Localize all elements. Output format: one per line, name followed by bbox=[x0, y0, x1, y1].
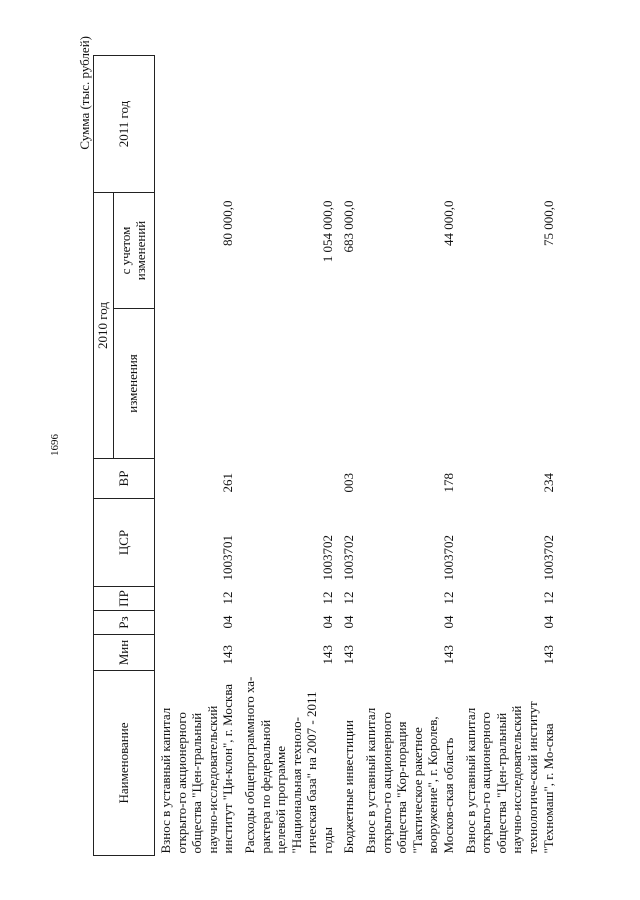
row-vr: 003 bbox=[341, 473, 357, 493]
row-rz: 04 bbox=[540, 615, 556, 629]
rotated-page-content bbox=[77, 36, 637, 856]
row-rz: 04 bbox=[341, 615, 357, 629]
row-2011 bbox=[154, 56, 238, 193]
table-row bbox=[460, 56, 560, 856]
table-row bbox=[154, 56, 238, 856]
row-min: 143 bbox=[341, 645, 357, 665]
row-2011 bbox=[460, 56, 560, 193]
row-name: Взнос в уставный капитал открыто-го акционерного общества "Кор-порация "Тактическое ракетное вооружение", г. Королев, Москов-ская область bbox=[363, 707, 457, 854]
row-with-changes: 80 000,0 bbox=[220, 200, 236, 246]
row-changes bbox=[154, 309, 238, 459]
row-min: 143 bbox=[220, 645, 236, 665]
row-min: 143 bbox=[441, 645, 457, 665]
row-rz: 04 bbox=[220, 615, 236, 629]
row-vr bbox=[239, 459, 339, 499]
row-changes bbox=[239, 309, 339, 459]
units-label: Сумма (тыс. рублей) bbox=[77, 36, 92, 150]
row-with-changes: 683 000,0 bbox=[341, 200, 357, 253]
row-vr: 178 bbox=[441, 473, 457, 493]
col-header-2010: 2010 год bbox=[94, 193, 114, 459]
row-pr: 12 bbox=[441, 591, 457, 605]
row-vr: 234 bbox=[540, 473, 556, 493]
row-2011 bbox=[239, 56, 339, 193]
row-rz: 04 bbox=[319, 615, 335, 629]
row-csr: 1003702 bbox=[319, 535, 335, 581]
col-header-pr: ПР bbox=[94, 587, 155, 611]
row-with-changes: 75 000,0 bbox=[540, 200, 556, 246]
header-row-top bbox=[94, 56, 114, 856]
row-pr: 12 bbox=[319, 591, 335, 605]
row-csr: 1003702 bbox=[540, 535, 556, 581]
budget-table bbox=[93, 55, 559, 856]
row-pr: 12 bbox=[540, 591, 556, 605]
col-header-changes: изменения bbox=[113, 309, 154, 459]
col-header-rz: Рз bbox=[94, 611, 155, 635]
row-min: 143 bbox=[319, 645, 335, 665]
row-name: Взнос в уставный капитал открыто-го акционерного общества "Цен-тральный научно-исследовательский технологиче-ский институт "Техномаш", г. Мо-сква bbox=[462, 701, 556, 854]
row-vr: 261 bbox=[220, 473, 236, 493]
row-2011 bbox=[338, 56, 360, 193]
page-number: 1696 bbox=[49, 434, 61, 456]
table-row bbox=[338, 56, 360, 856]
row-2011 bbox=[360, 56, 460, 193]
row-changes bbox=[360, 309, 460, 459]
col-header-min: Мин bbox=[94, 635, 155, 671]
row-csr: 1003702 bbox=[341, 535, 357, 581]
row-name: Бюджетные инвестиции bbox=[341, 720, 357, 854]
col-header-with-changes: с учетом изменений bbox=[113, 193, 154, 309]
row-csr: 1003701 bbox=[220, 535, 236, 581]
row-name: Взнос в уставный капитал открыто-го акционерного общества "Цен-тральный научно-исследовательский институт "Ци-клон", г. Москва bbox=[157, 683, 236, 854]
row-pr: 12 bbox=[220, 591, 236, 605]
row-with-changes: 1 054 000,0 bbox=[319, 200, 335, 263]
col-header-vr: ВР bbox=[94, 459, 155, 499]
col-header-2011: 2011 год bbox=[94, 56, 155, 193]
col-header-name: Наименование bbox=[94, 671, 155, 856]
row-name: Расходы общепрограммного ха-рактера по федеральной целевой программе "Национальная техноло-гическая база" на 2007 - 2011 годы bbox=[241, 676, 335, 854]
row-pr: 12 bbox=[341, 591, 357, 605]
table-row bbox=[360, 56, 460, 856]
table-row bbox=[239, 56, 339, 856]
row-min: 143 bbox=[540, 645, 556, 665]
row-with-changes: 44 000,0 bbox=[441, 200, 457, 246]
col-header-csr: ЦСР bbox=[94, 499, 155, 587]
row-changes bbox=[460, 309, 560, 459]
row-changes bbox=[338, 309, 360, 459]
row-rz: 04 bbox=[441, 615, 457, 629]
row-csr: 1003702 bbox=[441, 535, 457, 581]
